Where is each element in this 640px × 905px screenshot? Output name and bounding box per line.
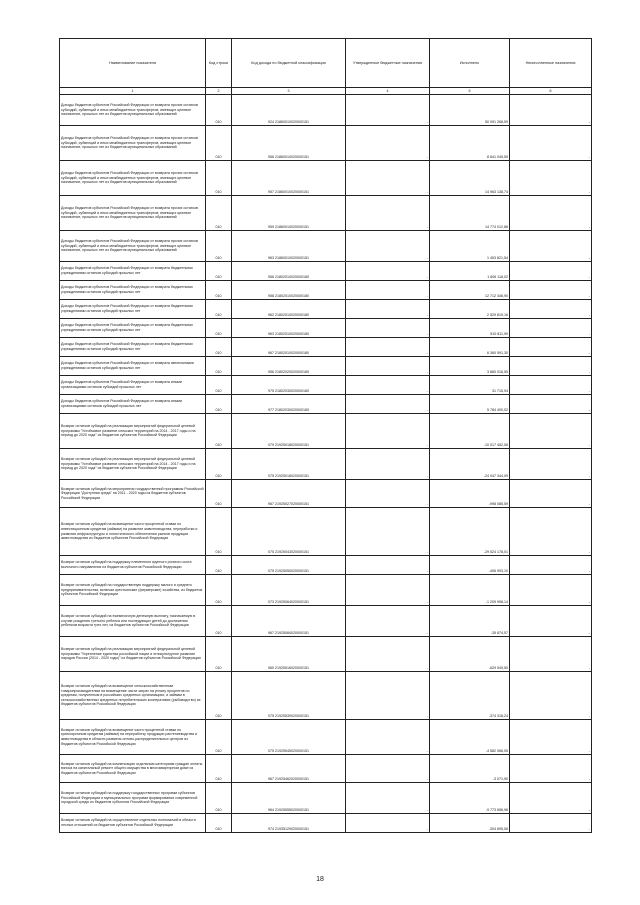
row-executed: 5 784 400,02 [430,395,510,414]
row-executed: 14 963 138,74 [430,161,510,196]
row-executed: 1 606 118,02 [430,262,510,281]
row-approved: - [346,672,430,720]
row-income-code: 957 21860010020000151 [232,161,346,196]
row-unexecuted: - [510,606,592,637]
row-name: Возврат остатков субсидий на реализацию мероприятий федеральной целевой программы "Устойчивое развитие сельских территорий на 2014 - 2017 годы и на период до 2020 года" из бюджетов субъектов Российской Федерации [60,449,206,480]
table-row [60,814,592,833]
table-row [60,300,592,319]
row-executed: 3 880 016,55 [430,357,510,376]
row-unexecuted: - [510,95,592,126]
row-unexecuted: - [510,161,592,196]
row-income-code: 963 21860010020000151 [232,231,346,262]
row-executed: -998 085,59 [430,480,510,508]
column-number-row [60,88,592,95]
row-executed: -9 773 656,96 [430,783,510,814]
row-income-code: 956 21860010020000151 [232,126,346,161]
row-name: Возврат остатков субсидий на поддержку племенного крупного рогатого скота молочного направления из бюджетов субъектов Российской Федерации [60,556,206,575]
row-line-code: 010 [206,281,232,300]
row-name: Доходы бюджетов субъектов Российской Федерации от возврата автономными учреждениями остатков субсидий прошлых лет [60,357,206,376]
row-line-code: 010 [206,414,232,449]
row-line-code: 010 [206,262,232,281]
row-unexecuted: - [510,637,592,672]
header-unexecuted: Неисполненные назначения [510,39,592,88]
row-income-code: 975 21802030020000180 [232,376,346,395]
budget-table [59,38,592,833]
row-approved: - [346,395,430,414]
table-row [60,755,592,783]
row-line-code: 010 [206,814,232,833]
row-name: Доходы бюджетов субъектов Российской Федерации от возврата прочих остатков субсидий, субвенций и иных межбюджетных трансфертов, имеющих целевое назначение, прошлых лет из бюджетов муниципальных образований [60,126,206,161]
column-number: 1 [60,88,206,95]
row-name: Возврат остатков субсидий на реализацию мероприятий федеральной целевой программы "Укрепление единства российской нации и этнокультурное развитие народов России (2014 - 2020 годы)" из бюджетов субъектов Российской Федерации [60,637,206,672]
row-income-code: 974 21935129020000151 [232,814,346,833]
row-approved: - [346,161,430,196]
row-line-code: 010 [206,637,232,672]
row-line-code: 010 [206,338,232,357]
row-name: Возврат остатков субсидий на возмещение сельскохозяйственным товаропроизводителям на возмещение части затрат на уплату процентов по кредитам, полученным в российских кредитных организациях, и займам в сельскохозяйственных кредитных потребительских кооперативах (рыбоводство) из бюджетов субъектов Российской Федерации [60,672,206,720]
table-row [60,556,592,575]
row-approved: - [346,449,430,480]
row-unexecuted: - [510,414,592,449]
row-unexecuted: - [510,262,592,281]
row-line-code: 010 [206,95,232,126]
row-line-code: 010 [206,672,232,720]
row-executed: 8 841 045,59 [430,126,510,161]
table-row [60,575,592,606]
row-executed: -3 071,90 [430,755,510,783]
column-number: 5 [430,88,510,95]
row-executed: -1 209 998,14 [430,575,510,606]
row-income-code: 958 21802010020000180 [232,281,346,300]
row-approved: - [346,300,430,319]
row-line-code: 010 [206,161,232,196]
row-approved: - [346,508,430,556]
row-approved: - [346,338,430,357]
row-income-code: 075 21925539020000151 [232,672,346,720]
row-name: Доходы бюджетов субъектов Российской Федерации от возврата иными организациями остатков субсидий прошлых лет [60,395,206,414]
row-unexecuted: - [510,395,592,414]
row-line-code: 010 [206,376,232,395]
row-line-code: 010 [206,755,232,783]
row-income-code: 960 21925516020000151 [232,637,346,672]
row-unexecuted: - [510,508,592,556]
row-line-code: 010 [206,319,232,338]
header-line-code: Код строки [206,39,232,88]
row-income-code: 924 21860010020000151 [232,95,346,126]
column-number: 2 [206,88,232,95]
row-name: Доходы бюджетов субъектов Российской Федерации от возврата прочих остатков субсидий, субвенций и иных межбюджетных трансфертов, имеющих целевое назначение, прошлых лет из бюджетов муниципальных образований [60,95,206,126]
row-unexecuted: - [510,575,592,606]
row-unexecuted: - [510,449,592,480]
row-name: Возврат остатков субсидий на осуществление отдельных полномочий в области лесных отношений из бюджетов субъектов Российской Федерации [60,814,206,833]
row-line-code: 010 [206,720,232,755]
table-row [60,414,592,449]
table-row [60,508,592,556]
row-unexecuted: - [510,672,592,720]
header-approved: Утвержденные бюджетные назначения [346,39,430,88]
row-name: Возврат остатков субсидий на мероприятия государственной программы Российской Федерации "Доступная среда" на 2011 - 2020 годы из бюджетов субъектов Российской Федерации [60,480,206,508]
row-executed: -629 549,50 [430,637,510,672]
row-name: Возврат остатков субсидий на ежемесячную денежную выплату, назначаемую в случае рождения третьего ребенка или последующих детей до достижения ребенком возраста трех лет, из бюджетов субъектов Российской Федерации [60,606,206,637]
row-executed: 510 811,90 [430,319,510,338]
row-executed: 12 712 346,90 [430,281,510,300]
table-row [60,606,592,637]
row-income-code: 073 21925064020000151 [232,575,346,606]
row-approved: - [346,357,430,376]
column-number: 4 [346,88,430,95]
row-income-code: 956 21802010020000180 [232,262,346,281]
row-approved: - [346,281,430,300]
row-income-code: 956 21802020020000180 [232,357,346,376]
table-row [60,319,592,338]
row-unexecuted: - [510,357,592,376]
column-number: 6 [510,88,592,95]
row-approved: - [346,720,430,755]
row-name: Доходы бюджетов субъектов Российской Федерации от возврата бюджетными учреждениями остатков субсидий прошлых лет [60,338,206,357]
row-executed: -4 582 066,05 [430,720,510,755]
table-row [60,637,592,672]
row-approved: - [346,783,430,814]
row-unexecuted: - [510,376,592,395]
row-approved: - [346,575,430,606]
table-row [60,395,592,414]
table-row [60,480,592,508]
row-approved: - [346,556,430,575]
row-line-code: 010 [206,196,232,231]
table-row [60,338,592,357]
row-name: Возврат остатков субсидий на компенсацию отдельным категориям граждан оплаты взноса на капитальный ремонт общего имущества в многоквартирном доме из бюджетов субъектов Российской Федерации [60,755,206,783]
row-name: Возврат остатков субсидий на возмещение части процентной ставки по инвестиционным кредитам (займам) на развитие животноводства, переработки и развития инфраструктуры и логистического обеспечения рынков продукции животноводства из бюджетов субъектов Российской Федерации [60,508,206,556]
row-approved: - [346,414,430,449]
row-unexecuted: - [510,126,592,161]
row-executed: 31 716,94 [430,376,510,395]
row-executed: -10 017 452,06 [430,414,510,449]
row-approved: - [346,319,430,338]
row-line-code: 010 [206,480,232,508]
row-income-code: 967 21925027020000151 [232,480,346,508]
row-income-code: 075 21925043020000151 [232,508,346,556]
table-row [60,281,592,300]
header-income-code: Код дохода по бюджетной классификации [232,39,346,88]
header-name: Наименование показателя [60,39,206,88]
row-income-code: 967 21802010020000180 [232,338,346,357]
row-unexecuted: - [510,196,592,231]
row-name: Доходы бюджетов субъектов Российской Федерации от возврата бюджетными учреждениями остатков субсидий прошлых лет [60,300,206,319]
row-unexecuted: - [510,556,592,575]
row-approved: - [346,480,430,508]
row-unexecuted: - [510,281,592,300]
row-executed: -406 993,10 [430,556,510,575]
row-line-code: 010 [206,126,232,161]
row-unexecuted: - [510,319,592,338]
row-approved: - [346,126,430,161]
row-approved: - [346,262,430,281]
row-approved: - [346,231,430,262]
row-income-code: 959 21860010020000151 [232,196,346,231]
row-name: Возврат остатков субсидий на возмещение части процентной ставки по краткосрочным кредитам (займам) на переработку продукции растениеводства и животноводства в области развития оптово-распределительных центров из бюджетов субъектов Российской Федерации [60,720,206,755]
row-name: Возврат остатков субсидий на поддержку государственных программ субъектов Российской Федерации и муниципальных программ формирования современной городской среды из бюджетов субъектов Российской Федерации [60,783,206,814]
table-row [60,783,592,814]
table-row [60,231,592,262]
row-executed: 6 360 591,30 [430,338,510,357]
table-row [60,672,592,720]
row-line-code: 010 [206,357,232,376]
row-approved: - [346,95,430,126]
row-approved: - [346,606,430,637]
row-line-code: 010 [206,449,232,480]
row-line-code: 010 [206,606,232,637]
row-unexecuted: - [510,338,592,357]
table-header-row [60,39,592,88]
row-unexecuted: - [510,783,592,814]
row-unexecuted: - [510,300,592,319]
row-line-code: 010 [206,508,232,556]
row-income-code: 075 21925018020000151 [232,449,346,480]
row-unexecuted: - [510,720,592,755]
table-row [60,95,592,126]
row-executed: -304 695,06 [430,814,510,833]
row-name: Доходы бюджетов субъектов Российской Федерации от возврата бюджетными учреждениями остатков субсидий прошлых лет [60,319,206,338]
row-approved: - [346,637,430,672]
table-row [60,196,592,231]
table-row [60,376,592,395]
table-row [60,357,592,376]
row-line-code: 010 [206,783,232,814]
page-number: 18 [316,876,324,883]
row-income-code: 075 21925050020000151 [232,556,346,575]
row-executed: -374 318,24 [430,672,510,720]
row-income-code: 967 21925462020000151 [232,755,346,783]
row-executed: 50 091 268,59 [430,95,510,126]
column-number: 3 [232,88,346,95]
row-executed: -24 047 344,09 [430,449,510,480]
row-unexecuted: - [510,755,592,783]
row-approved: - [346,814,430,833]
row-name: Доходы бюджетов субъектов Российской Федерации от возврата прочих остатков субсидий, субвенций и иных межбюджетных трансфертов, имеющих целевое назначение, прошлых лет из бюджетов муниципальных образований [60,196,206,231]
row-approved: - [346,196,430,231]
table-row [60,720,592,755]
row-unexecuted: - [510,480,592,508]
row-income-code: 964 21925555020000151 [232,783,346,814]
row-name: Доходы бюджетов субъектов Российской Федерации от возврата бюджетными учреждениями остатков субсидий прошлых лет [60,281,206,300]
row-executed: 14 774 012,88 [430,196,510,231]
row-income-code: 962 21802010020000180 [232,300,346,319]
row-name: Доходы бюджетов субъектов Российской Федерации от возврата иными организациями остатков субсидий прошлых лет [60,376,206,395]
row-executed: -35 874,57 [430,606,510,637]
row-income-code: 977 21802030020000180 [232,395,346,414]
header-executed: Исполнено [430,39,510,88]
row-executed: 1 453 821,54 [430,231,510,262]
row-name: Возврат остатков субсидий на реализацию мероприятий федеральной целевой программы "Устойчивое развитие сельских территорий на 2014 - 2017 годы и на период до 2020 года" из бюджетов субъектов Российской Федерации [60,414,206,449]
row-line-code: 010 [206,556,232,575]
row-income-code: 075 21925545020000151 [232,720,346,755]
row-name: Возврат остатков субсидий на государственную поддержку малого и среднего предпринимательства, включая крестьянские (фермерские) хозяйства, из бюджетов субъектов Российской Федерации [60,575,206,606]
row-line-code: 010 [206,300,232,319]
row-executed: 2 529 819,16 [430,300,510,319]
row-name: Доходы бюджетов субъектов Российской Федерации от возврата прочих остатков субсидий, субвенций и иных межбюджетных трансфертов, имеющих целевое назначение, прошлых лет из бюджетов муниципальных образований [60,231,206,262]
row-executed: -29 524 178,01 [430,508,510,556]
table-row [60,449,592,480]
row-name: Доходы бюджетов субъектов Российской Федерации от возврата прочих остатков субсидий, субвенций и иных межбюджетных трансфертов, имеющих целевое назначение, прошлых лет из бюджетов муниципальных образований [60,161,206,196]
row-unexecuted: - [510,231,592,262]
row-approved: - [346,755,430,783]
row-line-code: 010 [206,395,232,414]
row-income-code: 963 21802010020000180 [232,319,346,338]
row-income-code: 079 21925018020000151 [232,414,346,449]
table-row [60,126,592,161]
table-row [60,262,592,281]
row-approved: - [346,376,430,395]
table-row [60,161,592,196]
row-unexecuted: - [510,814,592,833]
row-income-code: 967 21925084020000151 [232,606,346,637]
row-name: Доходы бюджетов субъектов Российской Федерации от возврата бюджетными учреждениями остатков субсидий прошлых лет [60,262,206,281]
row-line-code: 010 [206,231,232,262]
row-line-code: 010 [206,575,232,606]
